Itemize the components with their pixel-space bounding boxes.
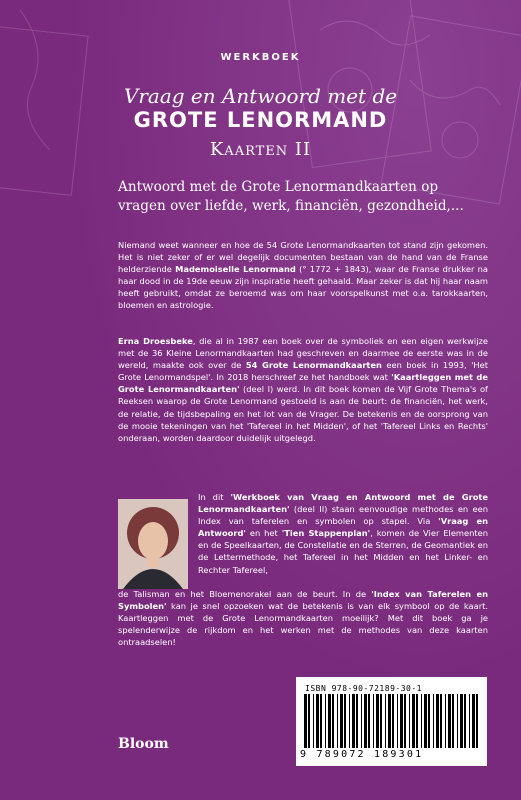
title-line-3: Kaarten II <box>209 139 312 160</box>
paragraph-1: Niemand weet wanneer en hoe de 54 Grote Lenormandkaarten tot stand zijn gekomen. Het is niet zeker of er wel degelijk documenten bestaan van de hand van de Franse helderziende Mademoiselle Lenormand (° 1772 + 1843), waar de Franse drukker na haar dood in de 19de eeuw zijn inspiratie heeft gehaald. Maar zeker is dat hij haar naam heeft gebruikt, omdat ze beroemd was om haar voorspelkunst met o.a. tarokkaarten, bloemen en astrologie. <box>118 240 488 311</box>
series-label: WERKBOEK <box>220 52 301 63</box>
title-line-1: Vraag en Antwoord met de <box>123 84 398 108</box>
barcode-number: 9 789072 189301 <box>300 749 424 760</box>
barcode-bars <box>304 694 480 748</box>
author-photo <box>118 499 188 589</box>
paragraph-2: Erna Droesbeke, die al in 1987 een boek over de symboliek en een eigen werkwijze met de 36 Kleine Lenormandkaarten had geschreven en daarmee de eerste was in de wereld, maakte ook over de 54 Grote Lenormandkaarten een boek in 1993, 'Het Grote Lenormandspel'. In 2018 herschreef ze het handboek wat 'Kaartleggen met de Grote Lenormandkaarten' (deel I) werd. In dit boek komen de Vijf Grote Thema's of Reeksen waarop de Grote Lenormand gestoeld is aan de beurt: de financiën, het werk, de relatie, de tijdsbepaling en het lot van de Vrager. De betekenis en de oorsprong van de mooie tekeningen van het 'Tafereel in het Midden', of het 'Tafereel Links en Rechts' onderaan, worden daardoor duidelijk uitgelegd. <box>118 336 488 443</box>
title-line-2: GROTE LENORMAND <box>133 108 388 132</box>
lead-text: Antwoord met de Grote Lenormandkaarten op vragen over liefde, werk, financiën, gezondheid,... <box>118 179 464 214</box>
isbn-text: ISBN 978-90-72189-30-1 <box>305 684 422 693</box>
paragraph-3-continued: de Talisman en het Bloemenorakel aan de beurt. In de 'Index van Taferelen en Symbolen' kan je snel opzoeken wat de betekenis is van elk symbool op de kaart. Kaartleggen met de Grote Lenormandkaarten moeilijk? Met dit boek ga je spelenderwijze de rijkdom en het werken met de methodes van deze kaarten ontraadselen! <box>118 589 488 648</box>
paragraph-3: In dit 'Werkboek van Vraag en Antwoord met de Grote Lenormandkaarten' (deel II) staan eenvoudige methodes en een Index van taferelen en symbolen op stapel. Via 'Vraag en Antwoord' en het 'Tien Stappenplan', komen de Vier Elementen en de Speelkaarten, de Constellatie en de Sterren, de Geomantiek en de Lettermethode, het Tafereel in het Midden en het Linker- en Rechter Tafereel, <box>198 492 489 575</box>
publisher-logo: Bloom <box>118 736 169 752</box>
